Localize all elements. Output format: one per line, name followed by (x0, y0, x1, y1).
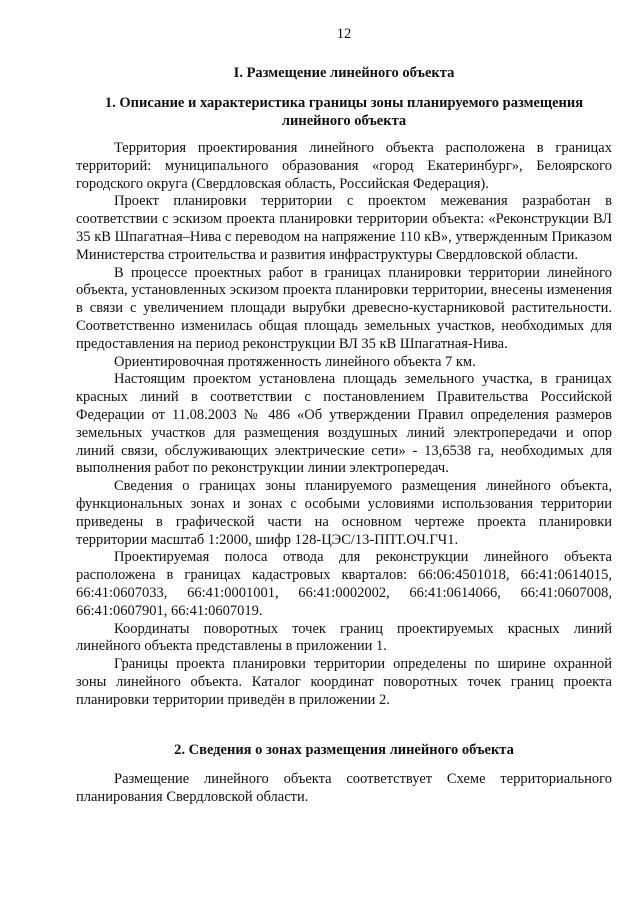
paragraph-red-lines: Координаты поворотных точек границ проектируемых красных линий линейного объекта представлены в приложении 1. (76, 620, 612, 655)
paragraph-territorial-planning: Размещение линейного объекта соответствует Схеме территориального планирования Свердловской области. (76, 771, 612, 805)
paragraph-land-area: Настоящим проектом установлена площадь земельного участка, в границах красных линий в соответствии с постановлением Правительства Российской Федерации от 11.08.2003 № 486 «Об утверждении Правил определения размеров земельных участков для размещения воздушных линий электропередачи и опор линий связи, обслуживающих электрические сети» - 13,6538 га, необходимых для выполнения работ по реконструкции линии электропередач. (76, 371, 612, 477)
paragraph-cadastral-quarters: Проектируемая полоса отвода для реконструкции линейного объекта расположена в границах кадастровых кварталов: 66:06:4501018, 66:41:0614015, 66:41:0607033, 66:41:0001001, 66:41:0002002, 66:41:0614066, 66:41:0607008, 66:41:0607901, 66:41:0607019. (76, 549, 612, 619)
zones-body (76, 771, 612, 807)
paragraph-length: Ориентировочная протяженность линейного объекта 7 км. (114, 353, 476, 370)
paragraph-changes: В процессе проектных работ в границах планировки территории линейного объекта, установленных эскизом проекта планировки территории, внесены изменения в связи с увеличением площади вырубки древесно-кустарниковой растительности. Соответственно изменилась общая площадь земельных участков, необходимых для предоставления на период реконструкции ВЛ 35 кВ Шпагатная-Нива. (76, 264, 612, 352)
paragraph-boundaries: Границы проекта планировки территории определены по ширине охранной зоны линейного объекта. Каталог координат поворотных точек границ проекта планировки территории приведён в приложении 2. (76, 656, 612, 708)
paragraph-territory: Территория проектирования линейного объекта расположена в границах территорий: муниципального образования «город Екатеринбург», Белоярского городского округа (Свердловская область, Российская Федерация). (76, 140, 612, 192)
subsection-title-zones: 2. Сведения о зонах размещения линейного объекта (174, 742, 514, 758)
paragraph-zones-info: Сведения о границах зоны планируемого размещения линейного объекта, функциональных зонах и зонах с особыми условиями использования территории приведены в графической части на основном чертеже проекта планировки территории масштаб 1:2000, шифр 128-ЦЭС/13-ППТ.ОЧ.ГЧ1. (76, 478, 612, 548)
page-number: 12 (336, 26, 352, 42)
subsection-title-description: 1. Описание и характеристика границы зоны планируемого размещения линейного объекта (104, 95, 584, 129)
paragraph-project-basis: Проект планировки территории с проектом межевания разработан в соответствии с эскизом проекта планировки территории объекта: «Реконструкции ВЛ 35 кВ Шпагатная–Нива с переводом на напряжение 110 кВ», утвержденным Приказом Министерства строительства и развития инфраструктуры Свердловской области. (76, 193, 612, 263)
section-title: I. Размещение линейного объекта (233, 65, 455, 81)
description-body (76, 140, 612, 710)
